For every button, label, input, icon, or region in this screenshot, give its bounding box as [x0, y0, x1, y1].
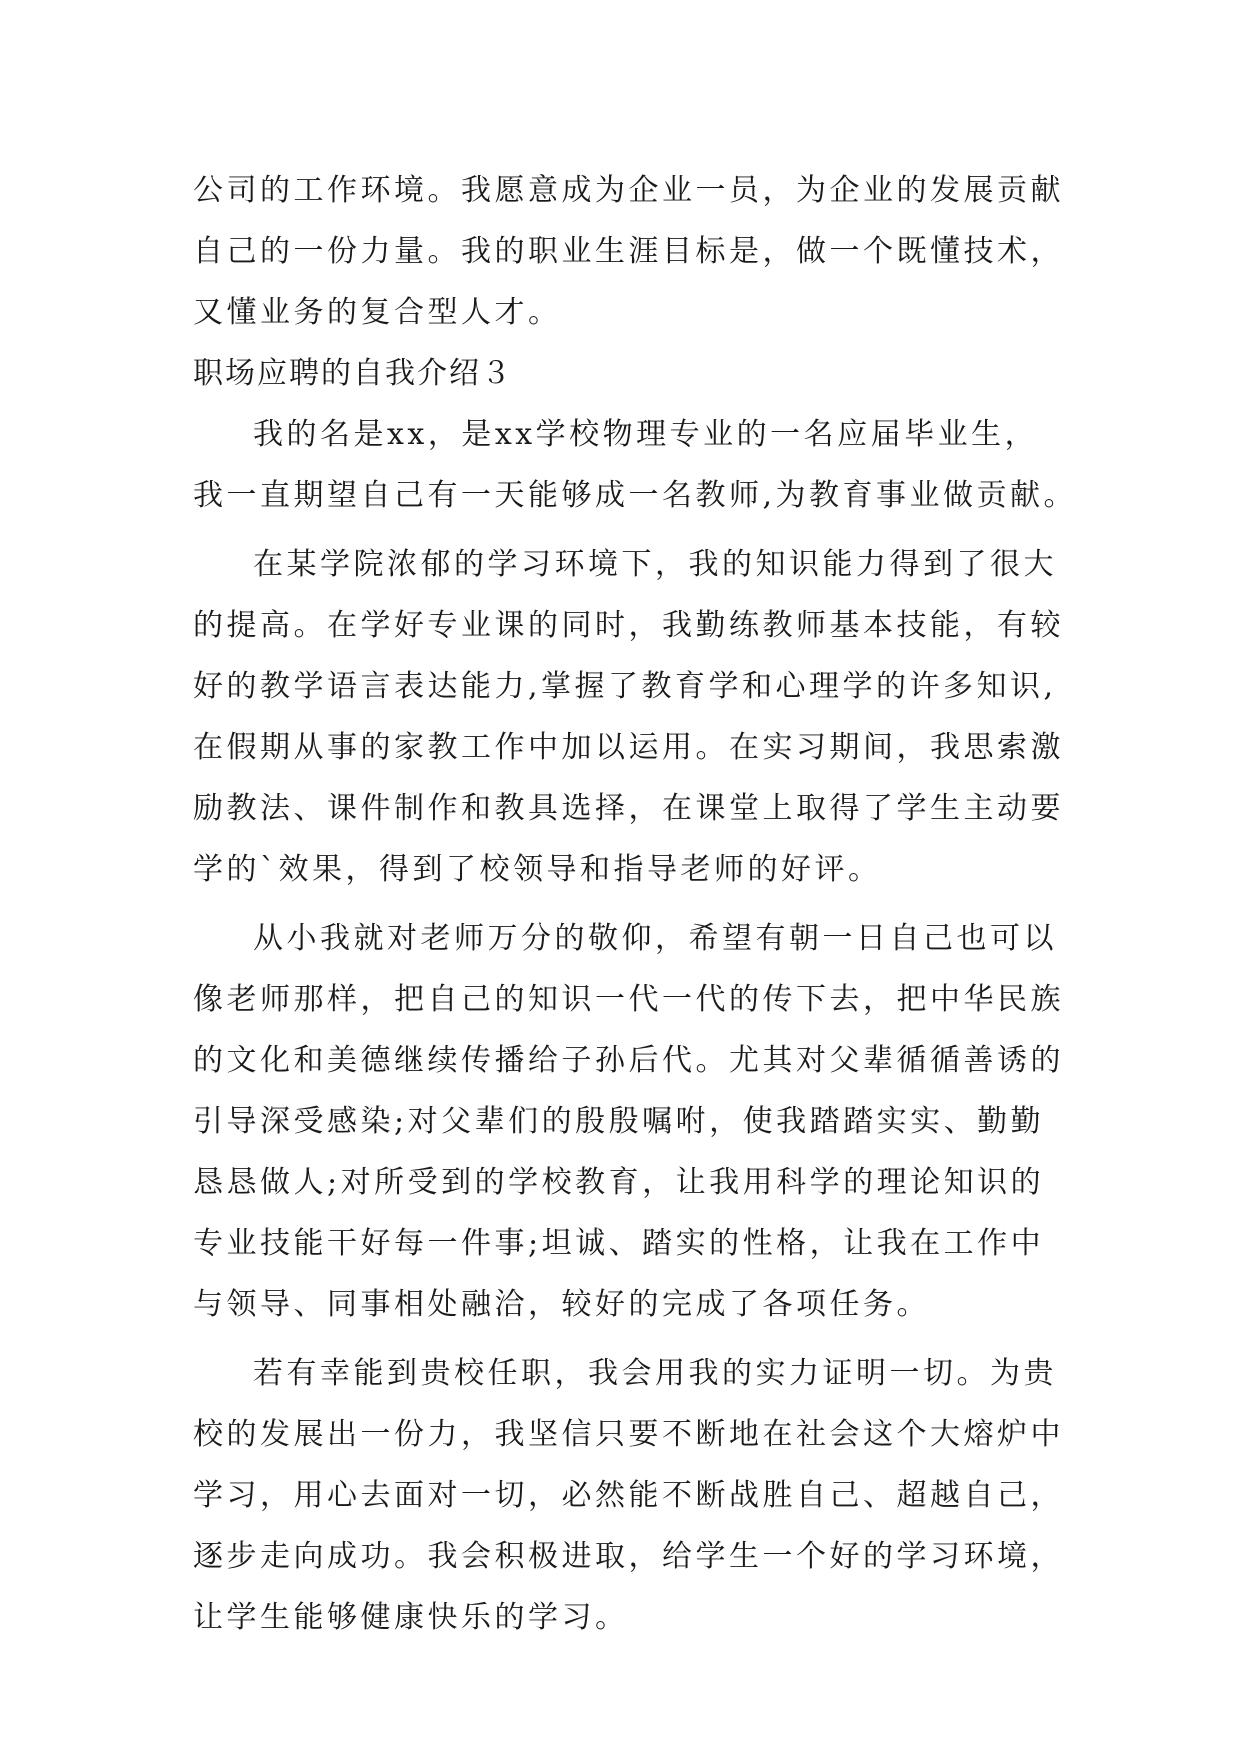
text-line: 又懂业务的复合型人才。	[193, 295, 562, 330]
text-line: 我一直期望自己有一天能够成一名教师,为教育事业做贡献。	[193, 478, 1078, 513]
text-line: 的提高。在学好专业课的同时，我勤练教师基本技能，有较	[193, 608, 1064, 643]
text-line: 好的教学语言表达能力,掌握了教育学和心理学的许多知识,	[193, 669, 1057, 704]
text-line: 励教法、课件制作和教具选择，在课堂上取得了学生主动要	[193, 791, 1064, 826]
text-line: 逐步走向成功。我会积极进取，给学生一个好的学习环境，	[193, 1539, 1064, 1574]
text-line: 学习，用心去面对一切，必然能不断战胜自己、超越自己，	[193, 1478, 1064, 1513]
text-line: 引导深受感染;对父辈们的殷殷嘱咐，使我踏踏实实、勤勤	[193, 1104, 1045, 1139]
paragraph-closing	[193, 1343, 1073, 1648]
text-line: 专业技能干好每一件事;坦诚、踏实的性格，让我在工作中	[193, 1226, 1045, 1261]
text-line: 的文化和美德继续传播给子孙后代。尤其对父辈循循善诱的	[193, 1043, 1064, 1078]
continuation-paragraph	[193, 160, 1073, 343]
document-body	[193, 160, 1078, 1648]
paragraph-study	[193, 534, 1073, 900]
paragraph-intro	[193, 404, 1078, 526]
text-line: 恳恳做人;对所受到的学校教育，让我用科学的理论知识的	[193, 1165, 1045, 1200]
section-title: 职场应聘的自我介绍３	[193, 356, 513, 391]
text-line: 我的名是xx，是xx学校物理专业的一名应届毕业生，	[253, 417, 1039, 452]
text-line: 与领导、同事相处融洽，较好的完成了各项任务。	[193, 1287, 930, 1322]
text-line: 让学生能够健康快乐的学习。	[193, 1600, 629, 1635]
text-line: 学的`效果，得到了校领导和指导老师的好评。	[193, 852, 882, 887]
text-line: 在假期从事的家教工作中加以运用。在实习期间，我思索激	[193, 730, 1064, 765]
text-line: 校的发展出一份力，我坚信只要不断地在社会这个大熔炉中	[193, 1417, 1064, 1452]
text-line: 公司的工作环境。我愿意成为企业一员，为企业的发展贡献	[193, 173, 1064, 208]
text-line: 若有幸能到贵校任职，我会用我的实力证明一切。为贵	[253, 1356, 1057, 1391]
text-line: 自己的一份力量。我的职业生涯目标是，做一个既懂技术，	[193, 234, 1064, 269]
text-line: 像老师那样，把自己的知识一代一代的传下去，把中华民族	[193, 982, 1064, 1017]
paragraph-aspiration	[193, 908, 1073, 1335]
text-line: 在某学院浓郁的学习环境下，我的知识能力得到了很大	[253, 547, 1057, 582]
text-line: 从小我就对老师万分的敬仰，希望有朝一日自己也可以	[253, 921, 1057, 956]
